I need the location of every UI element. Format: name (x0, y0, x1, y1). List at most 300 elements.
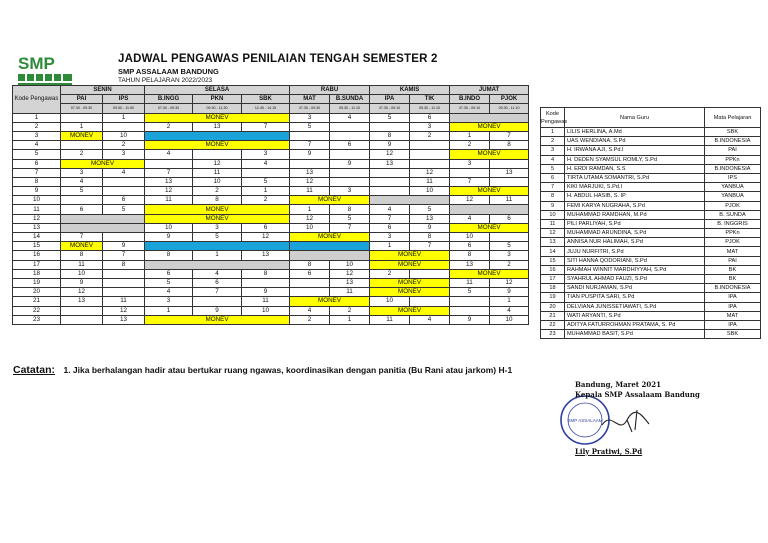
table-row (541, 293, 761, 302)
table-row (541, 247, 761, 256)
signature-name: Lily Pratiwi, S.Pd (575, 447, 643, 456)
assignment-cell: 9 (370, 141, 410, 150)
teacher-name: ANNISA NUR HALIMAH, S.Pd (565, 238, 705, 247)
table-row (13, 288, 529, 297)
table-row (13, 233, 529, 242)
assignment-cell (290, 288, 330, 297)
time-header: 09.30 - 11.10 (330, 104, 370, 113)
schedule-time-row (13, 104, 529, 113)
table-row (13, 141, 529, 150)
day-header: KAMIS (370, 86, 450, 95)
teacher-kode: 12 (541, 229, 565, 238)
teacher-kode: 13 (541, 238, 565, 247)
table-row (13, 214, 529, 223)
monev-cell: MONEV (450, 122, 529, 131)
teacher-subject: PAI (705, 146, 761, 155)
teacher-kode: 20 (541, 302, 565, 311)
assignment-cell: 9 (145, 233, 193, 242)
assignment-cell: 7 (450, 177, 490, 186)
teacher-name: RAHMAH WINNIT MARDHIYYAH, S.Pd (565, 265, 705, 274)
assignment-cell: 6 (145, 269, 193, 278)
monev-cell: MONEV (61, 159, 145, 168)
schedule-subject-row (13, 95, 529, 104)
kode-cell: 9 (13, 187, 61, 196)
assignment-cell: 12 (330, 269, 370, 278)
table-row (541, 311, 761, 320)
assignment-cell (193, 297, 242, 306)
assignment-cell: 1 (103, 113, 145, 122)
assignment-cell (370, 122, 410, 131)
assignment-cell (330, 122, 370, 131)
assignment-cell (145, 242, 290, 251)
teacher-kode: 17 (541, 275, 565, 284)
assignment-cell: 9 (242, 288, 290, 297)
assignment-cell (290, 278, 330, 287)
table-row (13, 150, 529, 159)
assignment-cell (370, 196, 450, 205)
assignment-cell: 5 (242, 177, 290, 186)
time-header: 09.30 - 11.10 (490, 104, 529, 113)
table-row (13, 223, 529, 232)
table-row (13, 242, 529, 251)
table-row (541, 183, 761, 192)
teacher-header-row (541, 108, 761, 128)
note (13, 360, 512, 378)
assignment-cell (330, 168, 370, 177)
monev-cell: MONEV (61, 242, 103, 251)
teacher-kode: 1 (541, 128, 565, 137)
assignment-cell (290, 242, 370, 251)
assignment-cell: 13 (145, 177, 193, 186)
subject-header: IPA (370, 95, 410, 104)
teacher-subject: PAI (705, 256, 761, 265)
teacher-subject: YANBUA (705, 183, 761, 192)
assignment-cell: 13 (193, 122, 242, 131)
assignment-cell: 7 (242, 122, 290, 131)
teacher-kode: 14 (541, 247, 565, 256)
kode-cell: 16 (13, 251, 61, 260)
teacher-name: MUHAMMAD BASIT, S.Pd (565, 330, 705, 339)
assignment-cell (61, 141, 103, 150)
assignment-cell: 10 (370, 297, 410, 306)
assignment-cell (450, 113, 529, 122)
table-row (541, 155, 761, 164)
monev-cell: MONEV (370, 306, 450, 315)
assignment-cell: 6 (103, 196, 145, 205)
assignment-cell: 2 (490, 260, 529, 269)
assignment-cell: 7 (490, 131, 529, 140)
kode-cell: 17 (13, 260, 61, 269)
assignment-cell: 8 (242, 269, 290, 278)
assignment-cell: 12 (103, 306, 145, 315)
nama-guru-header: Nama Guru (565, 108, 705, 128)
kode-pengawas-header: Kode Pengawas (13, 86, 61, 114)
table-row (13, 205, 529, 214)
teacher-subject: SBK (705, 128, 761, 137)
assignment-cell (330, 150, 370, 159)
assignment-cell: 8 (370, 131, 410, 140)
assignment-cell: 1 (490, 297, 529, 306)
assignment-cell: 11 (490, 196, 529, 205)
kode-cell: 7 (13, 168, 61, 177)
kode-cell: 20 (13, 288, 61, 297)
school-name: SMP ASSALAAM BANDUNG (118, 67, 219, 76)
assignment-cell (330, 177, 370, 186)
assignment-cell: 13 (450, 260, 490, 269)
table-row (541, 146, 761, 155)
assignment-cell: 4 (450, 214, 490, 223)
assignment-cell (370, 177, 410, 186)
time-header: 09.30 - 11.30 (193, 104, 242, 113)
assignment-cell (490, 177, 529, 186)
teacher-subject: PJOK (705, 238, 761, 247)
assignment-cell: 7 (410, 242, 450, 251)
table-row (541, 275, 761, 284)
assignment-cell (145, 159, 193, 168)
assignment-cell (103, 177, 145, 186)
assignment-cell: 9 (330, 159, 370, 168)
teacher-kode: 11 (541, 219, 565, 228)
assignment-cell: 6 (193, 278, 242, 287)
teacher-kode: 23 (541, 330, 565, 339)
assignment-cell: 1 (330, 315, 370, 324)
teacher-kode: 6 (541, 173, 565, 182)
assignment-cell: 4 (330, 113, 370, 122)
assignment-cell (103, 187, 145, 196)
kode-cell: 3 (13, 131, 61, 140)
teacher-table (540, 107, 761, 339)
assignment-cell: 12 (61, 288, 103, 297)
teacher-subject: YANBUA (705, 192, 761, 201)
assignment-cell: 5 (330, 214, 370, 223)
assignment-cell: 5 (450, 288, 490, 297)
teacher-name: UAS WENDIANA, S.Pd (565, 137, 705, 146)
monev-cell: MONEV (450, 223, 529, 232)
assignment-cell: 2 (370, 269, 410, 278)
assignment-cell: 5 (103, 205, 145, 214)
assignment-cell: 12 (290, 177, 330, 186)
table-row (13, 122, 529, 131)
schedule-day-row (13, 86, 529, 95)
kode-header: Kode Pengawas (541, 108, 565, 128)
table-row (13, 315, 529, 324)
kode-cell: 19 (13, 278, 61, 287)
assignment-cell: 6 (290, 269, 330, 278)
assignment-cell: 1 (370, 242, 410, 251)
teacher-kode: 7 (541, 183, 565, 192)
assignment-cell: 13 (103, 315, 145, 324)
assignment-cell (242, 278, 290, 287)
monev-cell: MONEV (370, 260, 450, 269)
teacher-name: ADITYA FATURROHMAN PRATAMA, S. Pd (565, 320, 705, 329)
assignment-cell: 9 (450, 315, 490, 324)
monev-cell: MONEV (450, 150, 529, 159)
assignment-cell: 12 (193, 159, 242, 168)
assignment-cell: 13 (330, 278, 370, 287)
assignment-cell: 11 (103, 297, 145, 306)
assignment-cell (450, 306, 490, 315)
assignment-cell: 1 (61, 122, 103, 131)
table-row (13, 159, 529, 168)
teacher-name: KIKI MARJUKI, S.Pd.I (565, 183, 705, 192)
teacher-subject: PPKn (705, 229, 761, 238)
teacher-kode: 19 (541, 293, 565, 302)
assignment-cell: 8 (410, 233, 450, 242)
assignment-cell: 5 (370, 113, 410, 122)
monev-cell: MONEV (290, 297, 370, 306)
assignment-cell: 2 (145, 122, 193, 131)
day-header: SELASA (145, 86, 290, 95)
monev-cell: MONEV (145, 214, 290, 223)
assignment-cell: 6 (450, 242, 490, 251)
assignment-cell: 11 (242, 297, 290, 306)
signature-place-date: Bandung, Maret 2021 (575, 380, 661, 389)
assignment-cell: 3 (242, 150, 290, 159)
assignment-cell: 3 (450, 159, 490, 168)
teacher-name: MUHAMMAD ARUNDINA, S.Pd (565, 229, 705, 238)
assignment-cell: 4 (103, 168, 145, 177)
subject-header: PKN (193, 95, 242, 104)
assignment-cell: 10 (145, 223, 193, 232)
assignment-cell: 3 (193, 223, 242, 232)
subject-header: TIK (410, 95, 450, 104)
assignment-cell: 6 (410, 113, 450, 122)
assignment-cell: 13 (370, 159, 410, 168)
assignment-cell: 10 (61, 269, 103, 278)
assignment-cell: 4 (145, 150, 193, 159)
assignment-cell: 6 (330, 141, 370, 150)
assignment-cell (61, 223, 145, 232)
mata-pelajaran-header: Mata Pelajaran (705, 108, 761, 128)
assignment-cell (103, 288, 145, 297)
assignment-cell: 3 (290, 113, 330, 122)
teacher-subject: B. INGGRIS (705, 219, 761, 228)
kode-cell: 4 (13, 141, 61, 150)
assignment-cell: 8 (490, 141, 529, 150)
assignment-cell: 4 (61, 177, 103, 186)
table-row (541, 238, 761, 247)
assignment-cell: 9 (490, 288, 529, 297)
monev-cell: MONEV (145, 113, 290, 122)
assignment-cell (410, 297, 450, 306)
assignment-cell: 3 (61, 168, 103, 177)
assignment-cell: 7 (145, 168, 193, 177)
assignment-cell: 8 (61, 251, 103, 260)
assignment-cell: 5 (290, 122, 330, 131)
table-row (13, 278, 529, 287)
teacher-name: FEMI KARYA NUGRAHA, S.Pd (565, 201, 705, 210)
kode-cell: 13 (13, 223, 61, 232)
note-text: 1. Jika berhalangan hadir atau bertukar ruang ngawas, koordinasikan dengan panitia (Bu Rani atau jarkom) H-1 (63, 365, 513, 375)
kode-cell: 6 (13, 159, 61, 168)
kode-cell: 8 (13, 177, 61, 186)
assignment-cell: 5 (61, 187, 103, 196)
assignment-cell (61, 315, 103, 324)
teacher-subject: PJOK (705, 201, 761, 210)
assignment-cell: 12 (370, 150, 410, 159)
teacher-subject: MAT (705, 311, 761, 320)
assignment-cell (61, 214, 145, 223)
teacher-name: TIRTA UTAMA SOMANTRI, S.Pd (565, 173, 705, 182)
table-row (13, 168, 529, 177)
assignment-cell: 10 (410, 187, 450, 196)
teacher-subject: IPS (705, 173, 761, 182)
teacher-name: H. ABDUL HASIB, S. IP (565, 192, 705, 201)
assignment-cell: 9 (193, 306, 242, 315)
table-row (541, 219, 761, 228)
table-row (541, 128, 761, 137)
teacher-kode: 10 (541, 210, 565, 219)
assignment-cell: 2 (450, 141, 490, 150)
monev-cell: MONEV (145, 315, 290, 324)
teacher-subject: IPA (705, 302, 761, 311)
kode-cell: 18 (13, 269, 61, 278)
assignment-cell: 2 (193, 187, 242, 196)
monev-cell: MONEV (145, 205, 290, 214)
assignment-cell: 12 (410, 168, 450, 177)
table-row (13, 131, 529, 140)
assignment-cell: 7 (330, 223, 370, 232)
assignment-cell: 7 (290, 141, 330, 150)
kode-cell: 11 (13, 205, 61, 214)
assignment-cell (103, 233, 145, 242)
time-header: 07.30 - 09.30 (61, 104, 103, 113)
assignment-cell: 6 (61, 205, 103, 214)
assignment-cell: 12 (450, 196, 490, 205)
table-row (541, 210, 761, 219)
table-row (541, 330, 761, 339)
assignment-cell (410, 141, 450, 150)
assignment-cell: 1 (290, 205, 330, 214)
teacher-subject: BK (705, 275, 761, 284)
time-header: 09.30 - 11.10 (410, 104, 450, 113)
time-header: 12.45 - 14.15 (242, 104, 290, 113)
subject-header: B.INDO (450, 95, 490, 104)
assignment-cell (103, 269, 145, 278)
assignment-cell (61, 113, 103, 122)
assignment-cell: 8 (103, 260, 145, 269)
assignment-cell: 8 (330, 205, 370, 214)
teacher-kode: 21 (541, 311, 565, 320)
table-row (541, 201, 761, 210)
table-row (541, 192, 761, 201)
assignment-cell: 10 (193, 177, 242, 186)
teacher-kode: 8 (541, 192, 565, 201)
table-row (541, 284, 761, 293)
assignment-cell: 3 (370, 233, 410, 242)
assignment-cell (145, 131, 290, 140)
assignment-cell: 9 (290, 150, 330, 159)
assignment-cell: 5 (490, 242, 529, 251)
assignment-cell: 7 (370, 214, 410, 223)
assignment-cell: 4 (410, 315, 450, 324)
assignment-cell: 5 (193, 233, 242, 242)
assignment-cell: 2 (330, 306, 370, 315)
assignment-cell: 11 (330, 288, 370, 297)
table-row (541, 302, 761, 311)
teacher-name: SANDI NURJAMAN, S.Pd (565, 284, 705, 293)
assignment-cell (490, 233, 529, 242)
table-row (541, 229, 761, 238)
assignment-cell: 1 (242, 187, 290, 196)
assignment-cell (490, 159, 529, 168)
assignment-cell: 3 (410, 122, 450, 131)
time-header: 07.30 - 09.10 (450, 104, 490, 113)
assignment-cell: 8 (450, 251, 490, 260)
teacher-name: PILI PARLIYAH, S.Pd (565, 219, 705, 228)
teacher-name: JUJU NURFITRI, S.Pd (565, 247, 705, 256)
teacher-kode: 15 (541, 256, 565, 265)
assignment-cell: 4 (242, 159, 290, 168)
time-header: 09.50 - 11.50 (103, 104, 145, 113)
assignment-cell (61, 196, 103, 205)
monev-cell: MONEV (370, 251, 450, 260)
assignment-cell: 10 (450, 233, 490, 242)
assignment-cell: 12 (490, 278, 529, 287)
assignment-cell: 11 (193, 168, 242, 177)
table-row (13, 177, 529, 186)
assignment-cell: 10 (103, 131, 145, 140)
assignment-cell: 4 (290, 306, 330, 315)
teacher-name: WATI ARYANTI, S.Pd (565, 311, 705, 320)
kode-cell: 22 (13, 306, 61, 315)
assignment-cell: 9 (103, 242, 145, 251)
assignment-cell: 11 (145, 196, 193, 205)
assignment-cell (290, 159, 330, 168)
day-header: RABU (290, 86, 370, 95)
table-row (13, 297, 529, 306)
assignment-cell: 6 (490, 214, 529, 223)
subject-header: PJOK (490, 95, 529, 104)
kode-cell: 5 (13, 150, 61, 159)
teacher-name: MUHAMMAD RAMDHAN, M.Pd (565, 210, 705, 219)
assignment-cell: 12 (145, 187, 193, 196)
table-row (541, 256, 761, 265)
assignment-cell (290, 131, 330, 140)
assignment-cell: 2 (61, 150, 103, 159)
teacher-name: H. IRWANA AJI, S.Pd.I (565, 146, 705, 155)
assignment-cell: 6 (370, 223, 410, 232)
teacher-subject: PPKn (705, 155, 761, 164)
teacher-subject: BK (705, 265, 761, 274)
monev-cell: MONEV (290, 233, 370, 242)
teacher-kode: 2 (541, 137, 565, 146)
teacher-name: SITI HANNA QODORIANI, S.Pd (565, 256, 705, 265)
assignment-cell (103, 122, 145, 131)
assignment-cell: 7 (103, 251, 145, 260)
teacher-subject: B.INDONESIA (705, 284, 761, 293)
assignment-cell: 1 (193, 251, 242, 260)
teacher-subject: IPA (705, 293, 761, 302)
teacher-kode: 9 (541, 201, 565, 210)
monev-cell: MONEV (145, 141, 290, 150)
table-row (13, 269, 529, 278)
assignment-cell: 4 (145, 288, 193, 297)
assignment-cell (145, 260, 290, 269)
teacher-name: LILIS HERLINA, A.Md (565, 128, 705, 137)
table-row (13, 196, 529, 205)
assignment-cell (370, 187, 410, 196)
day-header: SENIN (61, 86, 145, 95)
assignment-cell: 9 (61, 278, 103, 287)
kode-cell: 12 (13, 214, 61, 223)
assignment-cell: 11 (450, 278, 490, 287)
assignment-cell: 11 (370, 315, 410, 324)
assignment-cell: 12 (242, 233, 290, 242)
teacher-subject: B.INDONESIA (705, 164, 761, 173)
table-row (541, 137, 761, 146)
assignment-cell: 3 (145, 297, 193, 306)
